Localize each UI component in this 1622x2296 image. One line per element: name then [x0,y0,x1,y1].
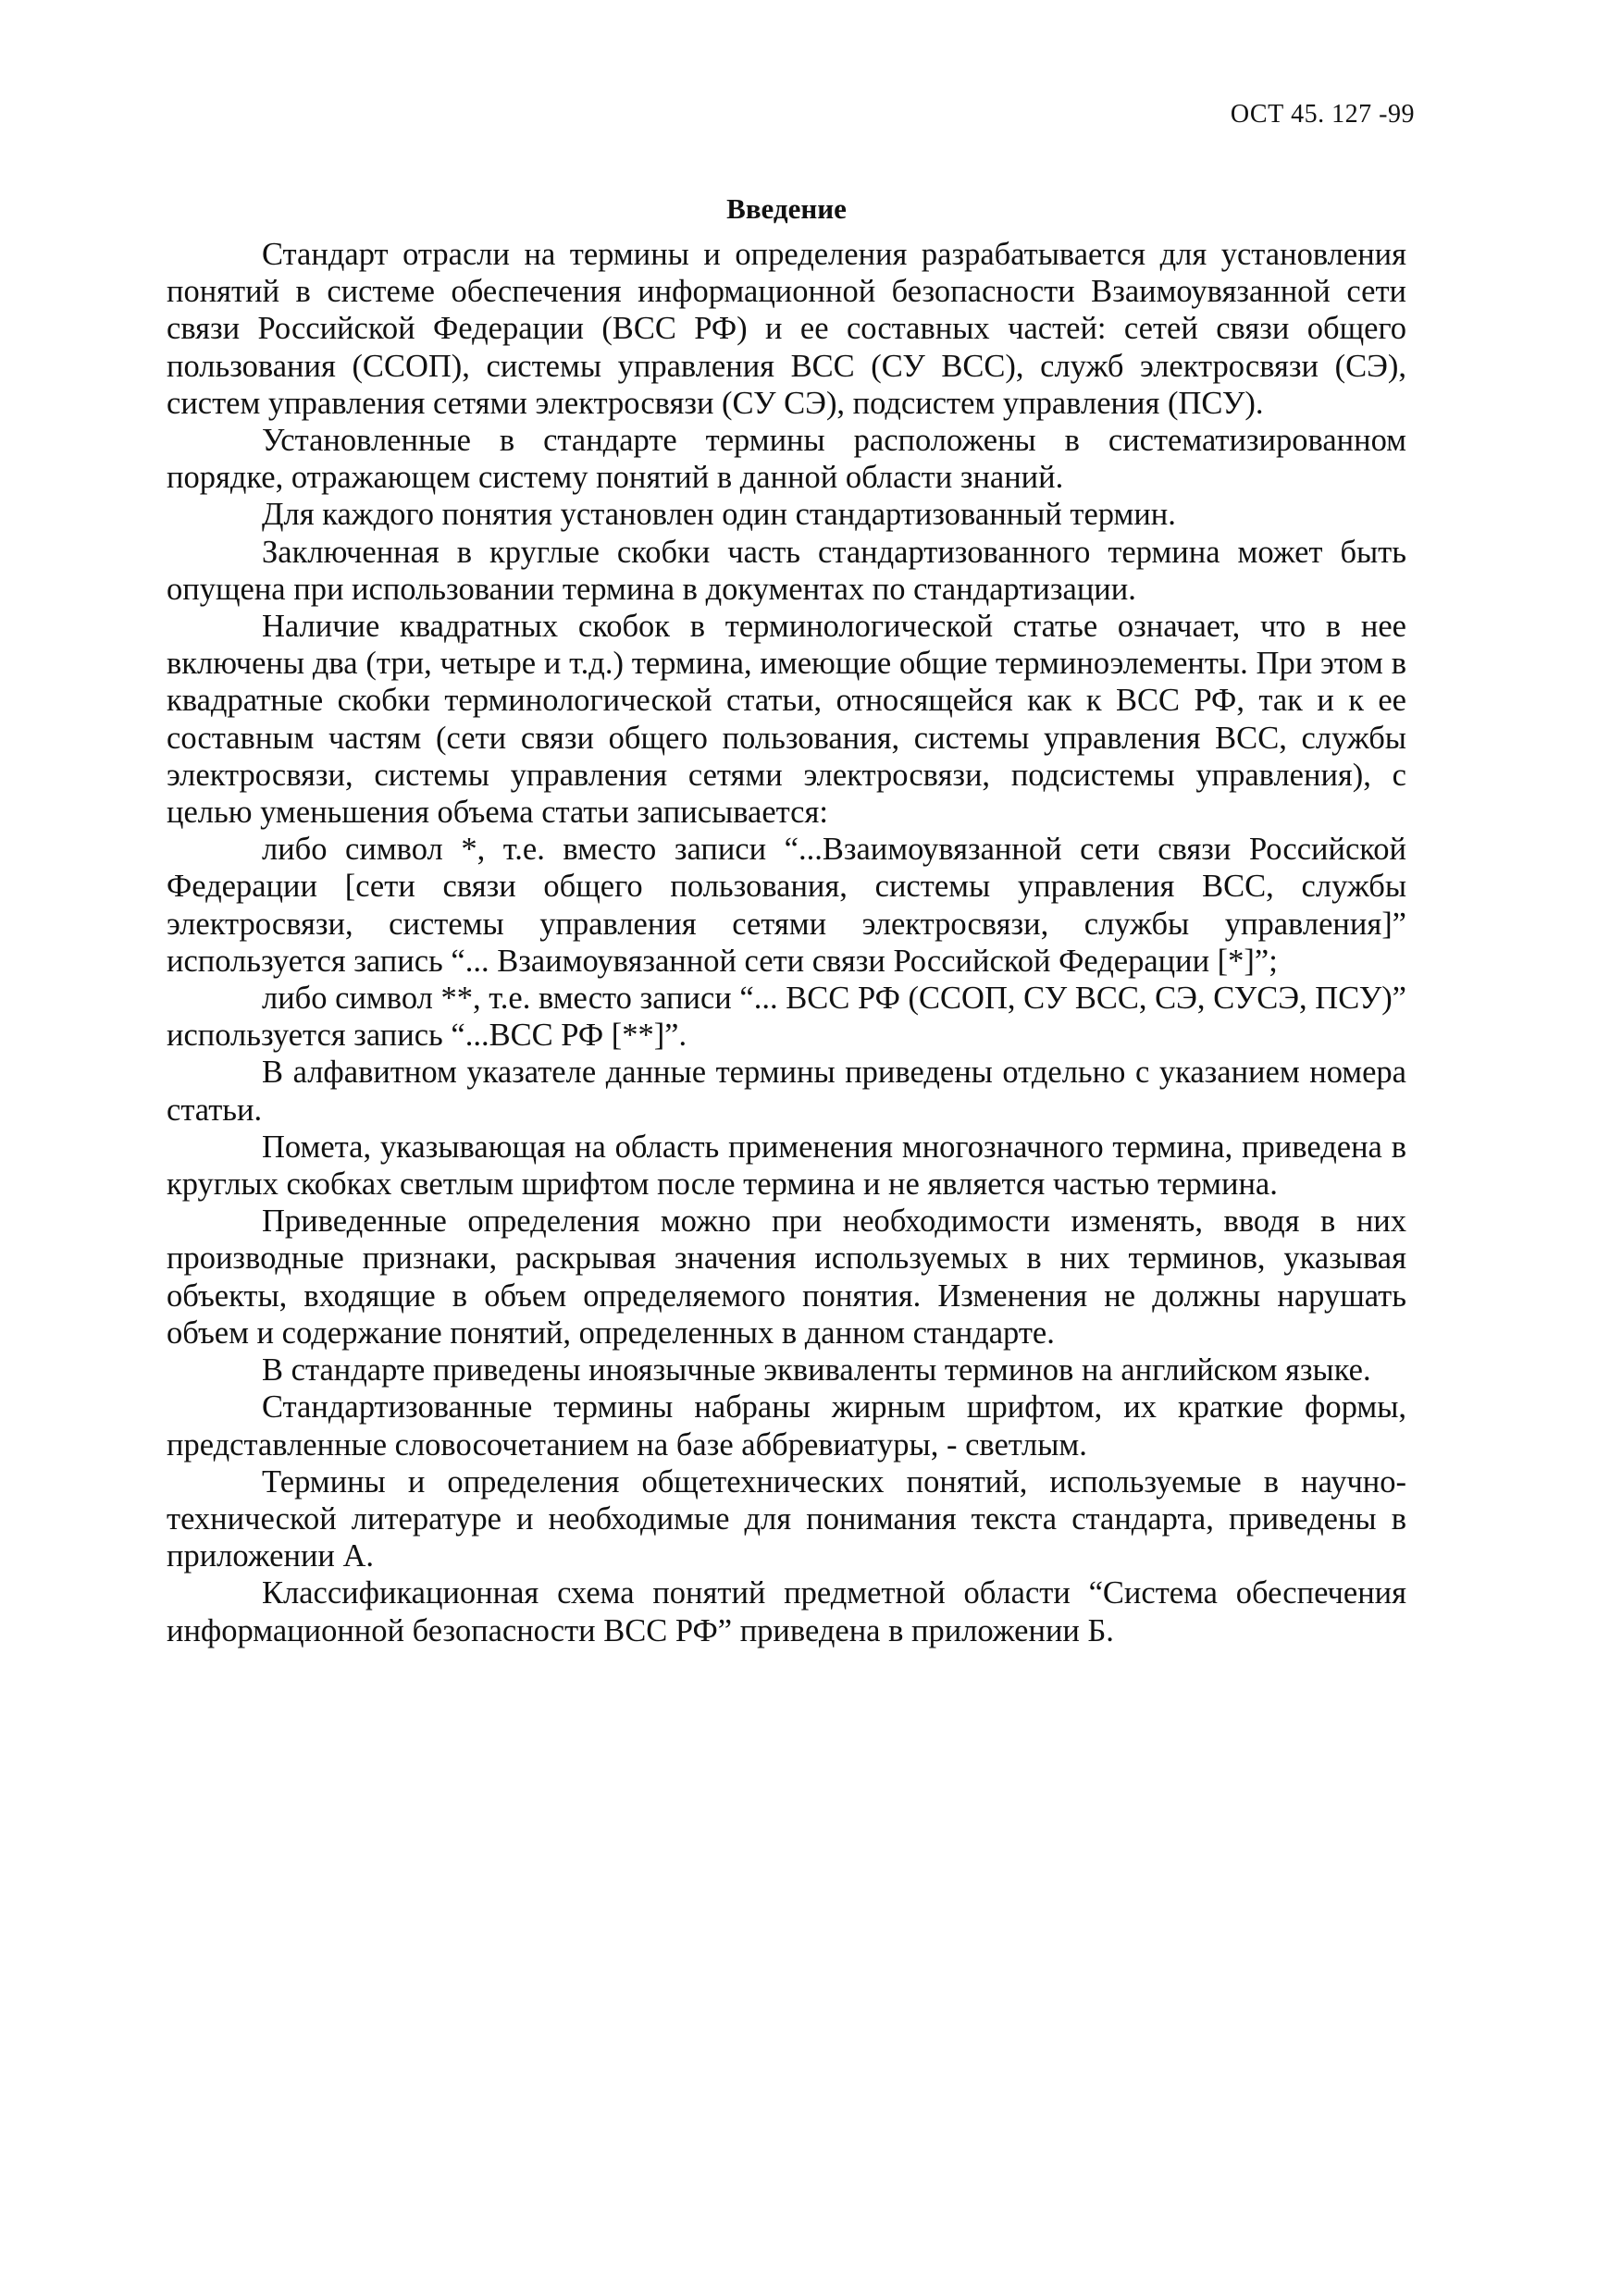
paragraph: Классификационная схема понятий предметной области “Система обеспечения информационной безопасности ВСС РФ” приведена в приложении Б. [167,1575,1406,1648]
paragraph: Приведенные определения можно при необходимости изменять, вводя в них производные признаки, раскрывая значения используемых в них терминов, указывая объекты, входящие в объем определяемого понятия. Изменения не должны нарушать объем и содержание понятий, определенных в данном стандарте. [167,1204,1406,1351]
paragraph: Термины и определения общетехнических понятий, используемые в научно-технической литературе и необходимые для понимания текста стандарта, приведены в приложении А. [167,1463,1406,1574]
paragraph: Помета, указывающая на область применения многозначного термина, приведена в круглых скобках светлым шрифтом после термина и не является частью термина. [167,1129,1406,1203]
paragraph: Наличие квадратных скобок в терминологической статье означает, что в нее включены два (три, четыре и т.д.) термина, имеющие общие терминоэлементы. При этом в квадратные скобки терминологической статьи, относящейся как к ВСС РФ, так и к ее составным частям (сети связи общего пользования, системы управления ВСС, службы электросвязи, системы управления сетями электросвязи, подсистемы управления), с целью уменьшения объема статьи записывается: [167,609,1406,831]
document-number: ОСТ 45. 127 -99 [1230,100,1415,129]
paragraph: Стандартизованные термины набраны жирным шрифтом, их краткие формы, представленные словосочетанием на базе аббревиатуры, - светлым. [167,1389,1406,1463]
paragraph: либо символ *, т.е. вместо записи “...Взаимоувязанной сети связи Российской Федерации [сети связи общего пользования, системы управления ВСС, службы электросвязи, системы управления сетями электросвязи, службы управления]” используется запись “... Взаимоувязанной сети связи Российской Федерации [*]”; [167,832,1406,979]
paragraph: Установленные в стандарте термины расположены в систематизированном порядке, отражающем систему понятий в данной области знаний. [167,423,1406,496]
page-body [167,190,1406,1649]
section-title: Введение [726,192,847,225]
paragraph: В стандарте приведены иноязычные эквиваленты терминов на английском языке. [262,1352,1371,1389]
paragraph: Стандарт отрасли на термины и определения разрабатывается для установления понятий в системе обеспечения информационной безопасности Взаимоувязанной сети связи Российской Федерации (ВСС РФ) и ее составных частей: сетей связи общего пользования (ССОП), системы управления ВСС (СУ ВСС), служб электросвязи (СЭ), систем управления сетями электросвязи (СУ СЭ), подсистем управления (ПСУ). [167,237,1406,421]
paragraph: В алфавитном указателе данные термины приведены отдельно с указанием номера статьи. [167,1055,1406,1128]
paragraph: Заключенная в круглые скобки часть стандартизованного термина может быть опущена при использовании термина в документах по стандартизации. [167,534,1406,607]
paragraph: Для каждого понятия установлен один стандартизованный термин. [262,497,1176,533]
paragraph: либо символ **, т.е. вместо записи “... ВСС РФ (ССОП, СУ ВСС, СЭ, СУСЭ, ПСУ)” используется запись “...ВСС РФ [**]”. [167,981,1406,1054]
